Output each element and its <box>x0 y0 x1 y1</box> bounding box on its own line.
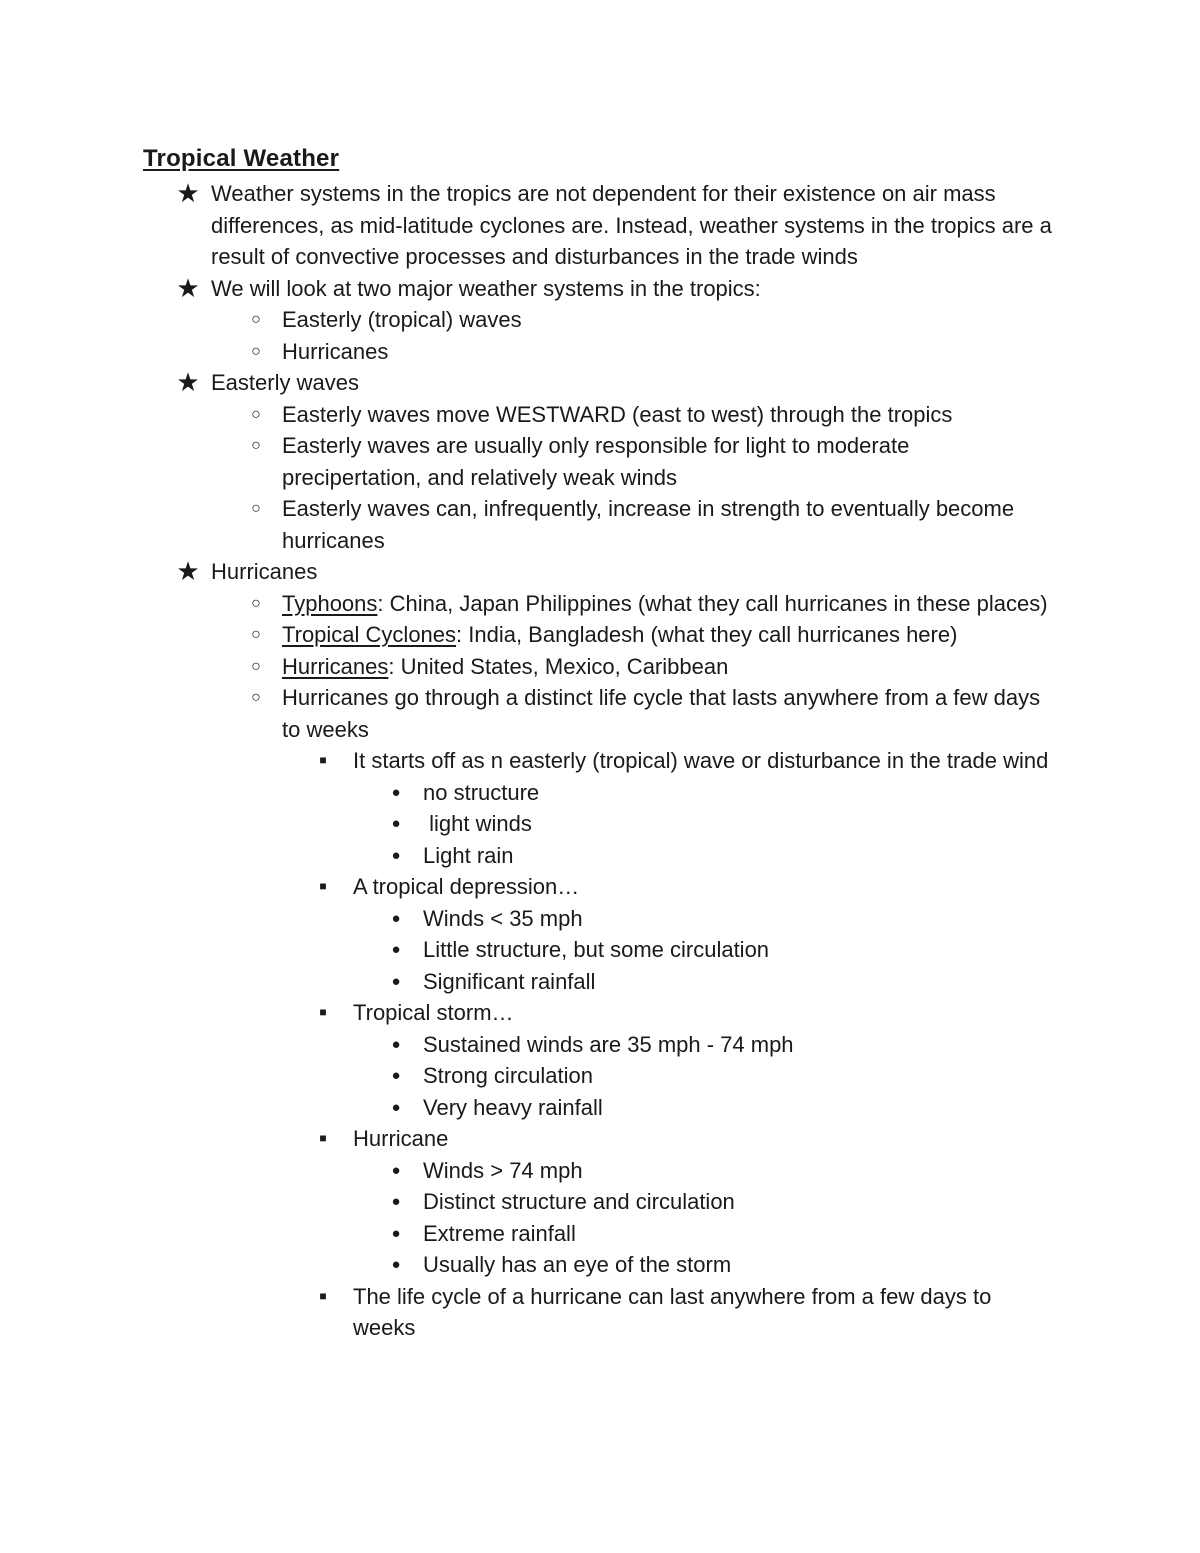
square-bullet-icon: ■ <box>319 1288 327 1303</box>
list-item <box>0 588 1200 620</box>
list-item-text: Easterly waves move WESTWARD (east to west) through the tropics <box>282 401 953 427</box>
term-typhoons: Typhoons <box>282 590 378 616</box>
circle-bullet-icon: ○ <box>251 594 261 612</box>
list-item-text: Winds > 74 mph <box>423 1157 583 1183</box>
list-item <box>0 966 1200 998</box>
list-item-text: Usually has an eye of the storm <box>423 1252 732 1277</box>
circle-bullet-icon: ○ <box>251 405 261 423</box>
dot-bullet-icon: ● <box>391 815 401 832</box>
list-item-text: Easterly waves can, infrequently, increase in strength to eventually become hurricanes <box>282 496 1015 553</box>
list-item-text: Hurricanes <box>211 559 318 584</box>
list-item <box>0 178 1200 273</box>
dot-bullet-icon: ● <box>391 909 401 927</box>
list-item-text: light winds <box>423 811 532 836</box>
list-item-text: Hurricanes <box>282 338 389 364</box>
list-item <box>0 336 1200 368</box>
list-item-text <box>282 588 1052 620</box>
list-item-text: Strong circulation <box>423 1063 593 1088</box>
list-item <box>0 493 1200 556</box>
circle-bullet-icon: ○ <box>251 626 261 643</box>
term-definition: : India, Bangladesh (what they call hurricanes here) <box>456 622 958 647</box>
list-item <box>0 682 1200 745</box>
list-item <box>0 1281 1200 1344</box>
star-bullet-icon: ★ <box>176 556 200 586</box>
star-bullet-icon: ★ <box>176 178 200 208</box>
list-item <box>0 399 1200 431</box>
square-bullet-icon: ■ <box>319 879 327 893</box>
list-item-text <box>282 619 1052 651</box>
list-item-text: Extreme rainfall <box>423 1220 576 1246</box>
list-item-text: We will look at two major weather systems in the tropics: <box>211 275 761 301</box>
list-item-text: Weather systems in the tropics are not dependent for their existence on air mass differences, as mid-latitude cyclones are. Instead, weather systems in the tropics are a result of convective processes and disturbances in the trade winds <box>211 181 1052 269</box>
dot-bullet-icon: ● <box>391 846 401 864</box>
list-item <box>0 304 1200 336</box>
dot-bullet-icon: ● <box>391 941 401 958</box>
list-item-text: A tropical depression… <box>353 874 580 899</box>
list-item <box>0 808 1200 840</box>
list-item <box>0 903 1200 935</box>
list-item-text: Very heavy rainfall <box>423 1094 603 1120</box>
list-item <box>0 1155 1200 1187</box>
list-item <box>0 1092 1200 1124</box>
list-item <box>0 651 1200 683</box>
list-item <box>0 1123 1200 1155</box>
list-item-text: Easterly waves are usually only responsible for light to moderate precipertation, and relatively weak winds <box>282 433 910 490</box>
term-definition: : China, Japan Philippines (what they call hurricanes in these places) <box>377 590 1048 616</box>
list-item-text: Hurricanes go through a distinct life cycle that lasts anywhere from a few days to weeks <box>282 685 1041 742</box>
square-bullet-icon: ■ <box>319 1131 327 1145</box>
dot-bullet-icon: ● <box>391 1067 401 1084</box>
list-item-text: It starts off as n easterly (tropical) wave or disturbance in the trade wind <box>353 748 1049 773</box>
circle-bullet-icon: ○ <box>251 657 261 675</box>
star-bullet-icon: ★ <box>176 272 200 303</box>
list-item <box>0 934 1200 966</box>
list-item-text: Little structure, but some circulation <box>423 937 770 962</box>
list-item <box>0 745 1200 777</box>
list-item <box>0 777 1200 809</box>
page-title: Tropical Weather <box>143 145 340 172</box>
dot-bullet-icon: ● <box>391 972 401 990</box>
square-bullet-icon: ■ <box>319 753 327 767</box>
dot-bullet-icon: ● <box>391 1035 401 1053</box>
list-item <box>0 1029 1200 1061</box>
term-tropical-cyclones: Tropical Cyclones <box>282 622 457 647</box>
list-item <box>0 1218 1200 1250</box>
list-item-text: Sustained winds are 35 mph - 74 mph <box>423 1031 794 1057</box>
list-item-text: Hurricane <box>353 1126 449 1151</box>
list-item <box>0 1060 1200 1092</box>
circle-bullet-icon: ○ <box>251 311 261 328</box>
square-bullet-icon: ■ <box>319 1005 327 1019</box>
list-item <box>0 997 1200 1029</box>
circle-bullet-icon: ○ <box>251 500 261 517</box>
outline <box>0 178 1200 1344</box>
list-item-text: Winds < 35 mph <box>423 905 583 931</box>
circle-bullet-icon: ○ <box>251 342 261 360</box>
circle-bullet-icon: ○ <box>251 689 261 706</box>
list-item-text: Distinct structure and circulation <box>423 1189 735 1214</box>
list-item <box>0 273 1200 305</box>
list-item <box>0 430 1200 493</box>
list-item <box>0 556 1200 588</box>
dot-bullet-icon: ● <box>391 783 401 801</box>
dot-bullet-icon: ● <box>391 1098 401 1116</box>
dot-bullet-icon: ● <box>391 1193 401 1210</box>
list-item <box>0 840 1200 872</box>
list-item <box>0 1249 1200 1281</box>
star-bullet-icon: ★ <box>176 367 200 397</box>
dot-bullet-icon: ● <box>391 1256 401 1273</box>
list-item-text: Light rain <box>423 842 514 868</box>
dot-bullet-icon: ● <box>391 1161 401 1179</box>
list-item-text <box>282 651 1052 683</box>
list-item-text: The life cycle of a hurricane can last anywhere from a few days to weeks <box>353 1283 992 1340</box>
term-hurricanes: Hurricanes <box>282 653 389 679</box>
list-item <box>0 619 1200 651</box>
list-item <box>0 871 1200 903</box>
term-definition: : United States, Mexico, Caribbean <box>388 653 729 679</box>
dot-bullet-icon: ● <box>391 1224 401 1242</box>
list-item-text: Significant rainfall <box>423 968 596 994</box>
list-item-text: no structure <box>423 779 540 805</box>
circle-bullet-icon: ○ <box>251 437 261 454</box>
list-item-text: Tropical storm… <box>353 1000 514 1025</box>
list-item-text: Easterly waves <box>211 370 359 395</box>
list-item <box>0 1186 1200 1218</box>
list-item <box>0 367 1200 399</box>
list-item-text: Easterly (tropical) waves <box>282 307 522 332</box>
